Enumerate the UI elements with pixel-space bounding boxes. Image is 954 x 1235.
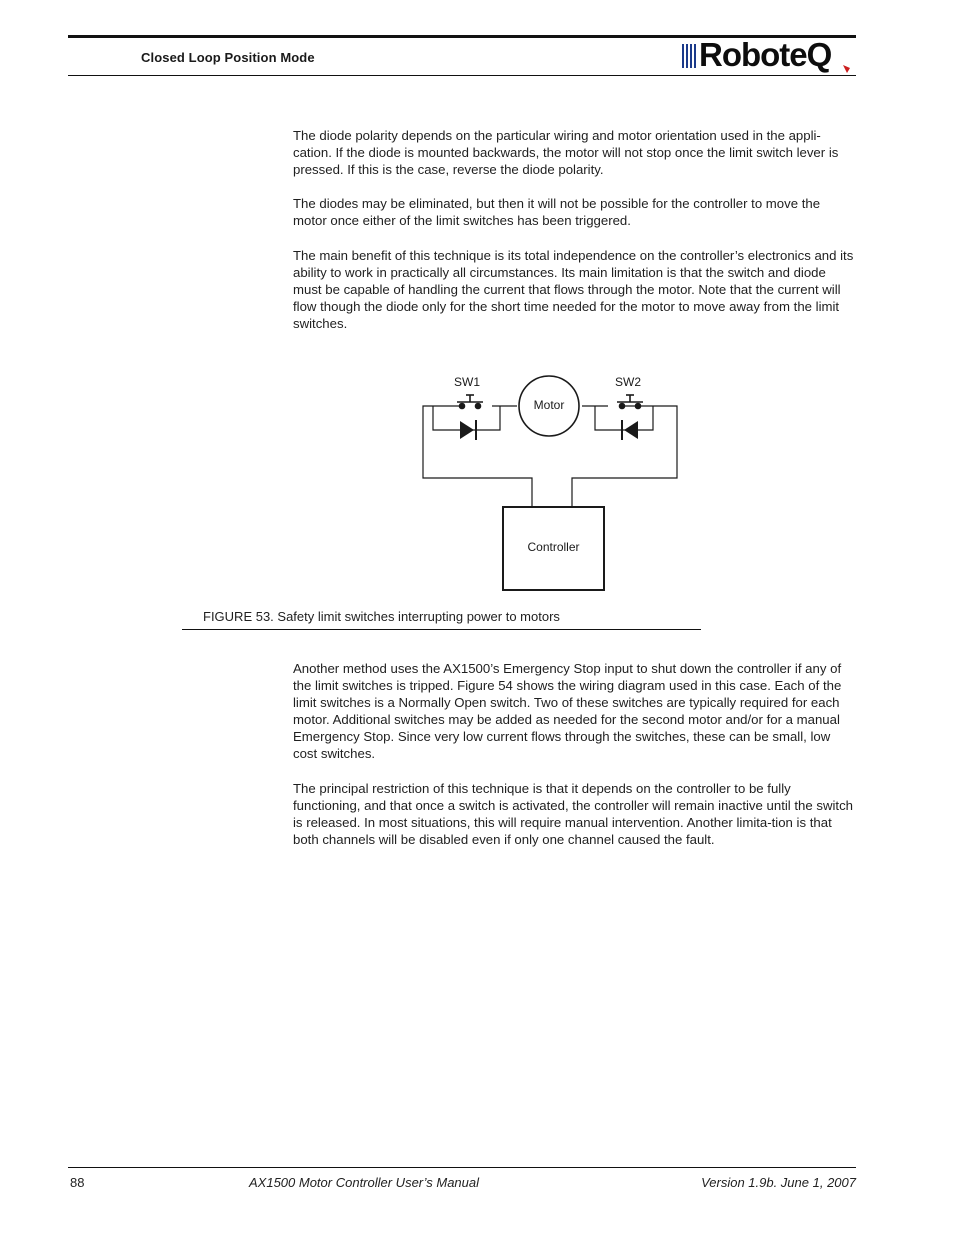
diode-1-icon [460,420,476,440]
sw1-label: SW1 [454,375,481,389]
paragraph-emergency-stop: Another method uses the AX1500’s Emergency Stop input to shut down the controller if any of the limit switches is tripped. Figure 54 shows the wiring diagram used in this case. Each of the limit switches is a Normally Open switch. Two of these switches are typically required for each motor. Additional switches may be added as needed for the second motor and/or for a manual Emergency Stop. Since very low current flows through the switches, these can be small, low cost switches. [293,661,842,762]
section-title: Closed Loop Position Mode [141,50,315,65]
logo-bars-icon [682,44,698,68]
paragraph-principal-restriction: The principal restriction of this technique is that it depends on the controller to be fully functioning, and that once a switch is activated, the controller will remain inactive until the switch is released. In most situations, this will require manual intervention. Another limita-tion is that both channels will be disabled even if only one channel caused the fault. [293,781,854,848]
logo-swoosh-icon [843,64,854,73]
figure-53-diagram [410,365,700,600]
page-number: 88 [70,1175,85,1190]
figure-caption: FIGURE 53. Safety limit switches interrupting power to motors [203,609,560,624]
motor-label: Motor [533,398,565,412]
paragraph-main-benefit: The main benefit of this technique is its total independence on the controller’s electronics and its ability to work in practically all circumstances. Its main limitation is that the switch and diode must be capable of handling the current that flows through the motor. Note that the current will flow though the diode only for the short time needed for the motor to move away from the limit switches. [293,248,854,332]
manual-title: AX1500 Motor Controller User’s Manual [249,1175,480,1190]
controller-label: Controller [527,540,580,554]
version-info: Version 1.9b. June 1, 2007 [701,1175,856,1190]
logo-wordmark: RoboteQ [699,36,832,73]
header-bottom-rule [68,75,856,76]
diode-2-icon [622,420,638,440]
footer-rule [68,1167,856,1168]
roboteq-logo [682,38,858,74]
caption-rule [182,629,701,630]
paragraph-diode-polarity: The diode polarity depends on the particular wiring and motor orientation used in the appli-cation. If the diode is mounted backwards, the motor will not stop once the limit switch lever is pressed. If this is the case, reverse the diode polarity. [293,128,839,178]
paragraph-diodes-eliminated: The diodes may be eliminated, but then it will not be possible for the controller to move the motor once either of the limit switches has been triggered. [293,196,821,229]
sw2-label: SW2 [615,375,642,389]
